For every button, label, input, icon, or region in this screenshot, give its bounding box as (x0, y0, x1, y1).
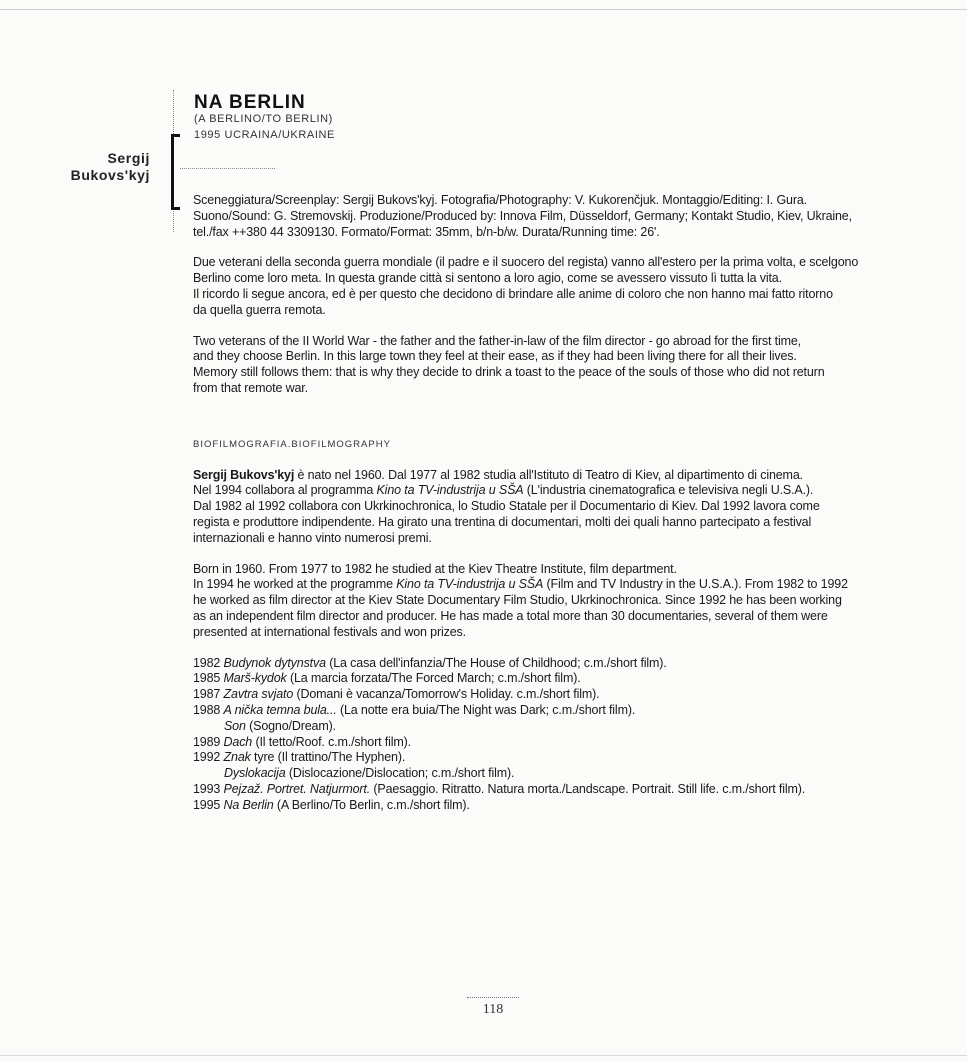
synopsis-italian (193, 255, 893, 318)
page-number-divider (467, 997, 519, 998)
bio-line: internazionali e hanno vinto numerosi premi. (193, 530, 432, 545)
credits-block (193, 193, 893, 240)
bio-english (193, 562, 893, 641)
dotted-divider-horizontal (180, 168, 275, 169)
bracket-mark (171, 134, 180, 210)
synopsis-line: Il ricordo li segue ancora, ed è per questo che decidono di brindare alle anime di coloro che non hanno mai fatto ritorno (193, 286, 833, 301)
bio-line: regista e produttore indipendente. Ha girato una trentina di documentari, molti dei quali hanno partecipato a festival (193, 514, 812, 529)
bio-line: Sergij Bukovs'kyj è nato nel 1960. Dal 1977 al 1982 studia all'Istituto di Teatro di Kiev, al dipartimento di cinema. (193, 467, 803, 482)
biofilmography-heading: BIOFILMOGRAFIA.BIOFILMOGRAPHY (193, 438, 391, 450)
filmography-list (193, 656, 893, 814)
bio-line: Nel 1994 collabora al programma Kino ta TV-industrija u SŠA (L'industria cinematografica e televisiva negli U.S.A.). (193, 483, 814, 498)
main-content (193, 193, 893, 814)
bio-line: presented at international festivals and won prizes. (193, 624, 466, 639)
director-last-name: Bukovs'kyj (70, 167, 150, 183)
filmography-item: Son (Sogno/Dream). (224, 718, 336, 733)
credits-line: Suono/Sound: G. Stremovskij. Produzione/Produced by: Innova Film, Düsseldorf, Germany; Kontakt Studio, Kiev, Ukraine, (193, 208, 852, 223)
top-rule (0, 9, 967, 10)
filmography-item: 1988 A nička temna bula... (La notte era buia/The Night was Dark; c.m./short film). (193, 702, 636, 717)
synopsis-line: da quella guerra remota. (193, 302, 326, 317)
bio-line: In 1994 he worked at the programme Kino ta TV-industrija u SŠA (Film and TV Industry in the U.S.A.). From 1982 to 1992 (193, 577, 848, 592)
synopsis-line: Berlino come loro meta. In questa grande città si sentono a loro agio, come se avessero vissuto lì tutta la vita. (193, 271, 782, 286)
filmography-item: 1987 Zavtra svjato (Domani è vacanza/Tomorrow's Holiday. c.m./short film). (193, 687, 600, 702)
filmography-item: Dyslokacija (Dislocazione/Dislocation; c.m./short film). (224, 766, 515, 781)
program-title: Kino ta TV-industrija u SŠA (396, 577, 544, 592)
bio-italian (193, 468, 893, 547)
bio-line: Dal 1982 al 1992 collabora con Ukrkinochronica, lo Studio Statale per il Documentario di Kiev. Dal 1992 lavora come (193, 499, 820, 514)
filmography-item: 1982 Budynok dytynstva (La casa dell'infanzia/The House of Childhood; c.m./short film). (193, 655, 667, 670)
bio-line: he worked as film director at the Kiev State Documentary Film Studio, Ukrkinochronica. Since 1992 he has been working (193, 593, 842, 608)
director-name (40, 150, 150, 184)
program-title: Kino ta TV-industrija u SŠA (376, 483, 524, 498)
bio-line: as an independent film director and producer. He has made a total more than 30 documentaries, several of them were (193, 608, 828, 623)
synopsis-line: Due veterani della seconda guerra mondiale (il padre e il suocero del regista) vanno all'estero per la prima volta, e scelgono (193, 255, 859, 270)
film-title: NA BERLIN (194, 92, 306, 113)
bio-line: Born in 1960. From 1977 to 1982 he studied at the Kiev Theatre Institute, film department. (193, 561, 677, 576)
filmography-item: 1989 Dach (Il tetto/Roof. c.m./short film). (193, 734, 411, 749)
page-number: 118 (482, 1002, 504, 1017)
synopsis-line: from that remote war. (193, 380, 308, 395)
director-first-name: Sergij (107, 150, 150, 166)
synopsis-line: Memory still follows them: that is why they decide to drink a toast to the peace of the souls of those who did not return (193, 365, 825, 380)
film-subtitle: (A BERLINO/TO BERLIN) (194, 113, 333, 125)
filmography-item: 1995 Na Berlin (A Berlino/To Berlin, c.m./short film). (193, 797, 470, 812)
credits-line: Sceneggiatura/Screenplay: Sergij Bukovs'kyj. Fotografia/Photography: V. Kukorenčjuk. Montaggio/Editing: I. Gura. (193, 193, 807, 207)
filmography-item: 1985 Marš-kydok (La marcia forzata/The Forced March; c.m./short film). (193, 671, 581, 686)
credits-line: tel./fax ++380 44 3309130. Formato/Format: 35mm, b/n-b/w. Durata/Running time: 26'. (193, 224, 660, 239)
filmography-item: 1993 Pejzaž. Portret. Natjurmort. (Paesaggio. Ritratto. Natura morta./Landscape. Portrait. Still life. c.m./short film). (193, 781, 806, 796)
synopsis-english (193, 334, 893, 397)
bio-director-name: Sergij Bukovs'kyj (193, 467, 295, 482)
synopsis-line: and they choose Berlin. In this large town they feel at their ease, as if they had been living there for all their lives. (193, 349, 797, 364)
synopsis-line: Two veterans of the II World War - the father and the father-in-law of the film director - go abroad for the first time, (193, 333, 801, 348)
bottom-rule (0, 1055, 967, 1056)
filmography-item: 1992 Znak tyre (Il trattino/The Hyphen). (193, 750, 406, 765)
film-year-country: 1995 UCRAINA/UKRAINE (194, 129, 335, 141)
